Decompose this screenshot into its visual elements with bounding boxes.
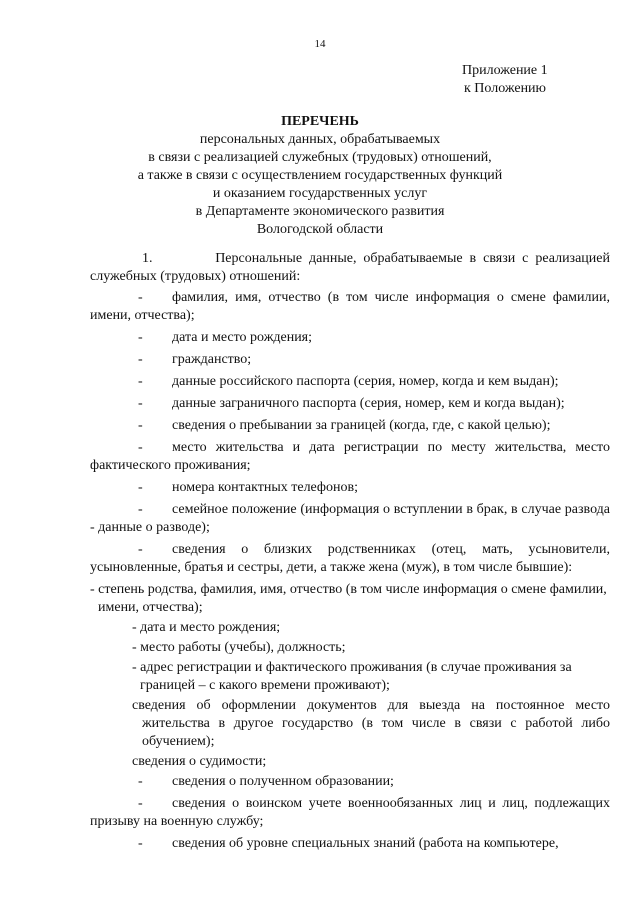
list-item: - данные заграничного паспорта (серия, номер, кем и когда выдан); xyxy=(138,396,565,411)
relative-detail: - степень родства, фамилия, имя, отчество (в том числе информация о смене фамилии, имени, отчества); xyxy=(90,582,607,615)
title-line: персональных данных, обрабатываемых xyxy=(199,132,441,147)
relative-detail: - адрес регистрации и фактического проживания (в случае проживания за границей – с какого времени проживают); xyxy=(132,660,572,693)
document-body xyxy=(90,250,610,857)
title-heading: ПЕРЕЧЕНЬ xyxy=(281,114,359,129)
section-intro xyxy=(90,250,610,286)
relative-detail: сведения об оформлении документов для выезда на постоянное место жительства в другое государство (в том числе в связи с работой либо обучением); xyxy=(132,698,610,749)
list-item: - сведения об уровне специальных знаний (работа на компьютере, xyxy=(138,836,559,851)
list-item: - место жительства и дата регистрации по месту жительства, место фактического проживания; xyxy=(90,440,610,473)
section-number: 1. xyxy=(142,251,153,266)
title-line: и оказанием государственных услуг xyxy=(212,186,428,201)
list-item: - данные российского паспорта (серия, номер, когда и кем выдан); xyxy=(138,374,559,389)
title-line: Вологодской области xyxy=(256,222,384,237)
list-item: - сведения о полученном образовании; xyxy=(138,774,394,789)
relative-detail: сведения о судимости; xyxy=(132,754,267,769)
list-item: - гражданство; xyxy=(138,352,252,367)
list-item: - фамилия, имя, отчество (в том числе информация о смене фамилии, имени, отчества); xyxy=(90,290,610,323)
relative-detail: - дата и место рождения; xyxy=(132,620,281,635)
list-item: - дата и место рождения; xyxy=(138,330,313,345)
title-line: в Департаменте экономического развития xyxy=(195,204,445,219)
appendix-line-2: к Положению xyxy=(464,81,547,96)
appendix-line-1: Приложение 1 xyxy=(462,63,548,78)
list-item: - номера контактных телефонов; xyxy=(138,480,358,495)
document-title xyxy=(0,113,640,239)
page-number: 14 xyxy=(314,38,326,50)
list-item: - сведения о пребывании за границей (когда, где, с какой целью); xyxy=(138,418,551,433)
title-line: а также в связи с осуществлением государственных функций xyxy=(137,168,503,183)
section-intro-text: Персональные данные, обрабатываемые в связи с реализацией служебных (трудовых) отношений: xyxy=(90,251,610,284)
list-item: - сведения о воинском учете военнообязанных лиц и лиц, подлежащих призыву на военную службу; xyxy=(90,796,610,829)
list-item: - сведения о близких родственниках (отец, мать, усыновители, усыновленные, братья и сестры, дети, а также жена (муж), в том числе бывшие): xyxy=(90,542,610,575)
title-line: в связи с реализацией служебных (трудовых) отношений, xyxy=(148,150,492,165)
list-item: - семейное положение (информация о вступлении в брак, в случае развода - данные о разводе); xyxy=(90,502,610,535)
appendix-reference xyxy=(462,62,548,98)
relative-detail: - место работы (учебы), должность; xyxy=(132,640,346,655)
